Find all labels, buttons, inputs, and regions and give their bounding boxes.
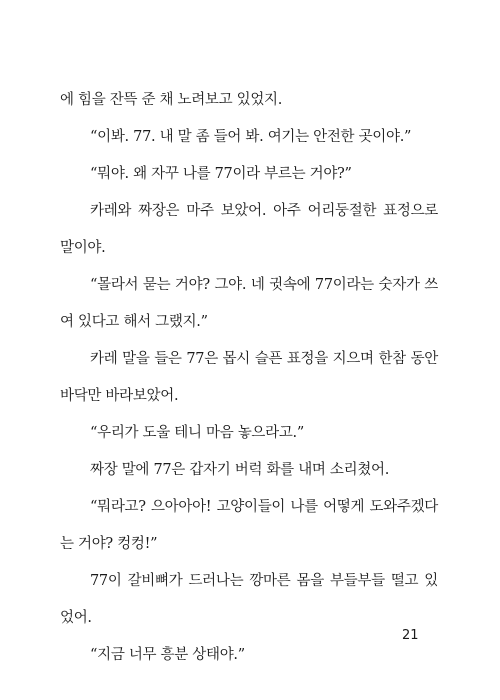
paragraph-1: 에 힘을 잔뜩 준 채 노려보고 있었지. [60,92,283,108]
paragraph-9: “뭐라고? 으아아아! 고양이들이 나를 어떻게 도와주겠다는 거야? 컹컹!” [60,499,438,552]
paragraph-5: “몰라서 묻는 거야? 그야. 네 귓속에 77이라는 숫자가 쓰여 있다고 해서 그랬지.” [60,277,438,330]
paragraph-8: 짜장 말에 77은 갑자기 버럭 화를 내며 소리쳤어. [90,462,390,478]
paragraph-2: “이봐. 77. 내 말 좀 들어 봐. 여기는 안전한 곳이야.” [90,129,412,145]
paragraph-7: “우리가 도울 테니 마음 놓으라고.” [90,425,304,441]
paragraph-3: “뭐야. 왜 자꾸 나를 77이라 부르는 거야?” [90,166,352,182]
paragraph-4: 카레와 짜장은 마주 보았어. 아주 어리둥절한 표정으로 말이야. [60,203,438,256]
paragraph-11: “지금 너무 흥분 상태야.” [90,647,245,663]
page-number: 21 [402,628,419,643]
paragraph-6: 카레 말을 들은 77은 몹시 슬픈 표정을 지으며 한참 동안 바닥만 바라보았어. [60,351,438,404]
body-text [60,82,438,674]
paragraph-10: 77이 갈비뼈가 드러나는 깡마른 몸을 부들부들 떨고 있었어. [60,573,438,626]
